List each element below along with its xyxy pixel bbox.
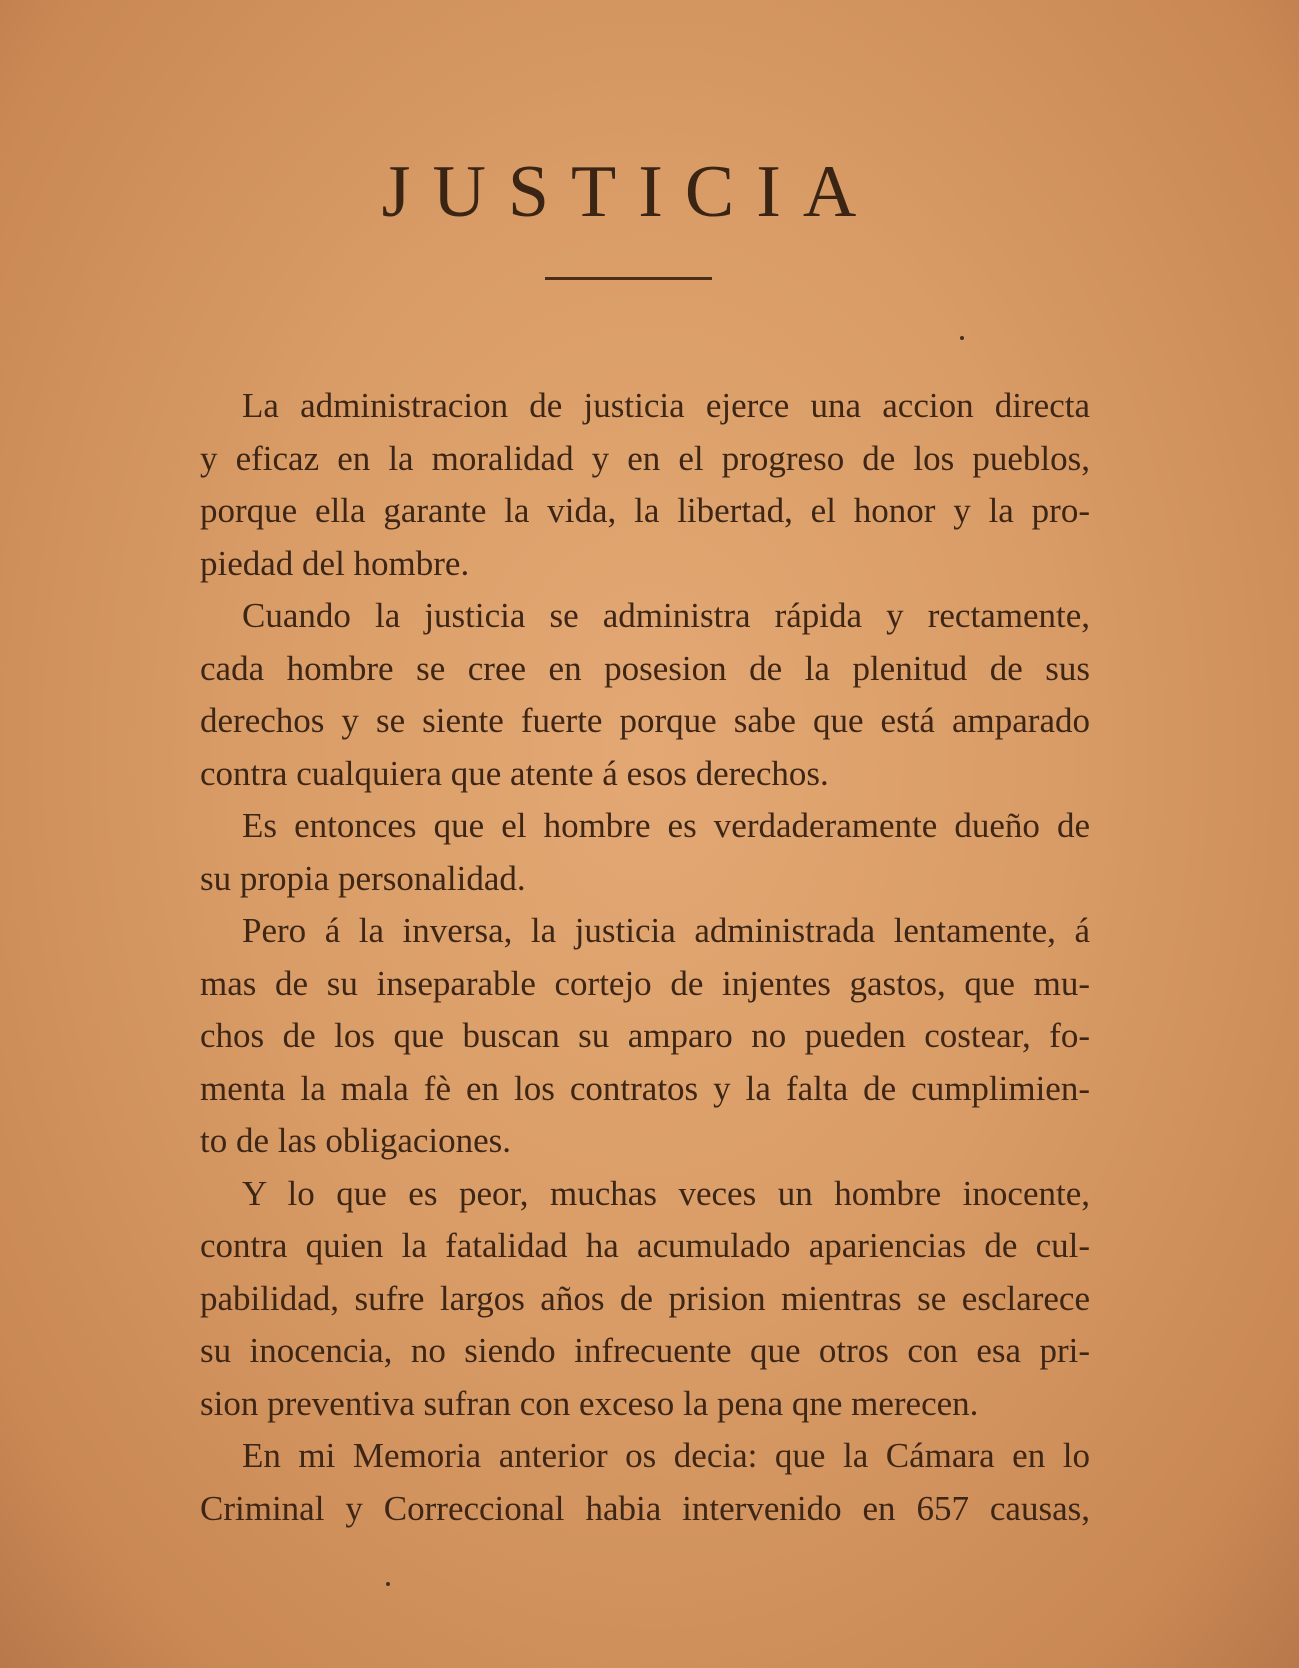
text-line: to de las obligaciones. [200,1121,512,1160]
paper-speck [386,1582,390,1586]
paragraph-3 [160,800,1090,905]
text-line: contra quien la fatalidad ha acumulado apariencias de cul- [200,1226,1090,1265]
text-line: Es entonces que el hombre es verdaderamente dueño de [242,806,1090,845]
text-line: porque ella garante la vida, la libertad, el honor y la pro- [200,491,1090,530]
text-line: La administracion de justicia ejerce una accion directa [242,386,1090,425]
text-line: su inocencia, no siendo infrecuente que otros con esa pri- [200,1331,1090,1370]
text-line: chos de los que buscan su amparo no pueden costear, fo- [200,1016,1090,1055]
text-line: cada hombre se cree en posesion de la plenitud de sus [200,648,1090,688]
paragraph-5 [160,1168,1090,1431]
text-line: sion preventiva sufran con exceso la pena qne merecen. [200,1383,979,1423]
paragraph-2 [160,590,1090,800]
text-line: y eficaz en la moralidad y en el progreso de los pueblos, [200,438,1090,478]
title-rule [545,277,712,280]
page-title: JUSTICIA [381,151,879,233]
paragraph-6 [160,1430,1090,1535]
text-line: mas de su inseparable cortejo de injentes gastos, que mu- [200,963,1090,1003]
text-line: derechos y se siente fuerte porque sabe que está amparado [200,701,1090,740]
text-line: menta la mala fè en los contratos y la falta de cumplimien- [200,1068,1090,1108]
text-line: piedad del hombre. [200,543,470,583]
paragraph-4 [160,905,1090,1168]
text-line: En mi Memoria anterior os decia: que la Cámara en lo [242,1436,1090,1475]
text-line: Criminal y Correccional habia intervenido en 657 causas, [200,1488,1090,1528]
text-line: Cuando la justicia se administra rápida y rectamente, [242,596,1090,635]
text-line: Y lo que es peor, muchas veces un hombre inocente, [242,1173,1090,1213]
text-line: contra cualquiera que atente á esos derechos. [200,753,829,793]
text-line: Pero á la inversa, la justicia administrada lentamente, á [242,911,1090,950]
paper-speck [960,336,964,340]
paragraph-1 [160,380,1090,590]
body-text [160,380,1090,1535]
text-line: pabilidad, sufre largos años de prision mientras se esclarece [200,1278,1090,1318]
text-line: su propia personalidad. [200,858,526,898]
